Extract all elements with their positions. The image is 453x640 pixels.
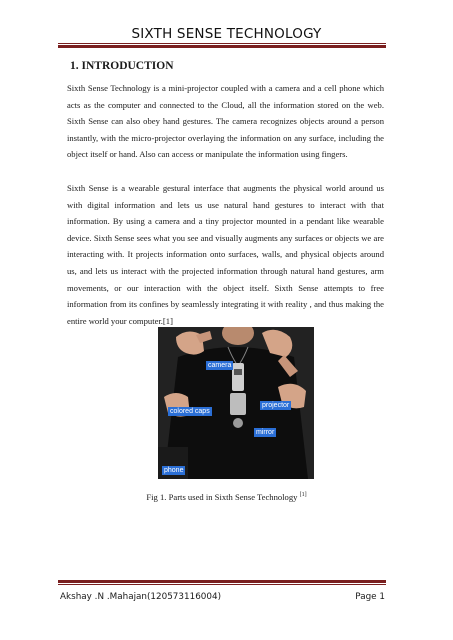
page-header-title: SIXTH SENSE TECHNOLOGY bbox=[131, 26, 322, 42]
header-rule-thin bbox=[58, 43, 386, 44]
figure-label-colored-caps: colored caps bbox=[170, 408, 210, 415]
footer-author: Akshay .N .Mahajan(120573116004) bbox=[60, 592, 222, 602]
section-title: 1. INTRODUCTION bbox=[70, 60, 174, 72]
header-rule-thick bbox=[58, 45, 386, 48]
figure-caption bbox=[0, 492, 453, 502]
figure-label-phone: phone bbox=[164, 467, 184, 474]
footer-page-number: Page 1 bbox=[355, 592, 385, 602]
figure-label-mirror: mirror bbox=[256, 429, 275, 436]
figure-caption-text: Fig 1. Parts used in Sixth Sense Technology bbox=[146, 492, 298, 502]
sixth-sense-photo bbox=[158, 327, 314, 479]
figure-label-camera: camera bbox=[208, 362, 232, 369]
figure-label-projector: projector bbox=[262, 402, 290, 409]
paragraph-1: Sixth Sense Technology is a mini-projector coupled with a camera and a cell phone which acts as the computer and connected to the Cloud, all the information stored on the web. Sixth Sense can also obey hand gestures. The camera recognizes objects around a person instantly, with the micro-projector overlaying the information on any surface, including the object itself or hand. Also can access or manipulate the information using fingers. bbox=[67, 83, 384, 160]
paragraph-2: Sixth Sense is a wearable gestural interface that augments the physical world around us with digital information and lets us use natural hand gestures to interact with that information. By using a camera and a tiny projector mounted in a pendant like wearable device. Sixth Sense sees what you see and visually augments any surfaces or objects we are interacting with. It projects information onto surfaces, walls, and physical objects around us, and lets us interact with the projected information through natural hand gestures, arm movements, or our interaction with the object itself. Sixth Sense attempts to free information from its confines by seamlessly integrating it with reality , and thus making the entire world your computer.[1] bbox=[67, 183, 384, 326]
footer-rule-thick bbox=[58, 580, 386, 583]
footer-rule-thin bbox=[58, 584, 386, 585]
figure-caption-ref: [1] bbox=[299, 492, 307, 499]
